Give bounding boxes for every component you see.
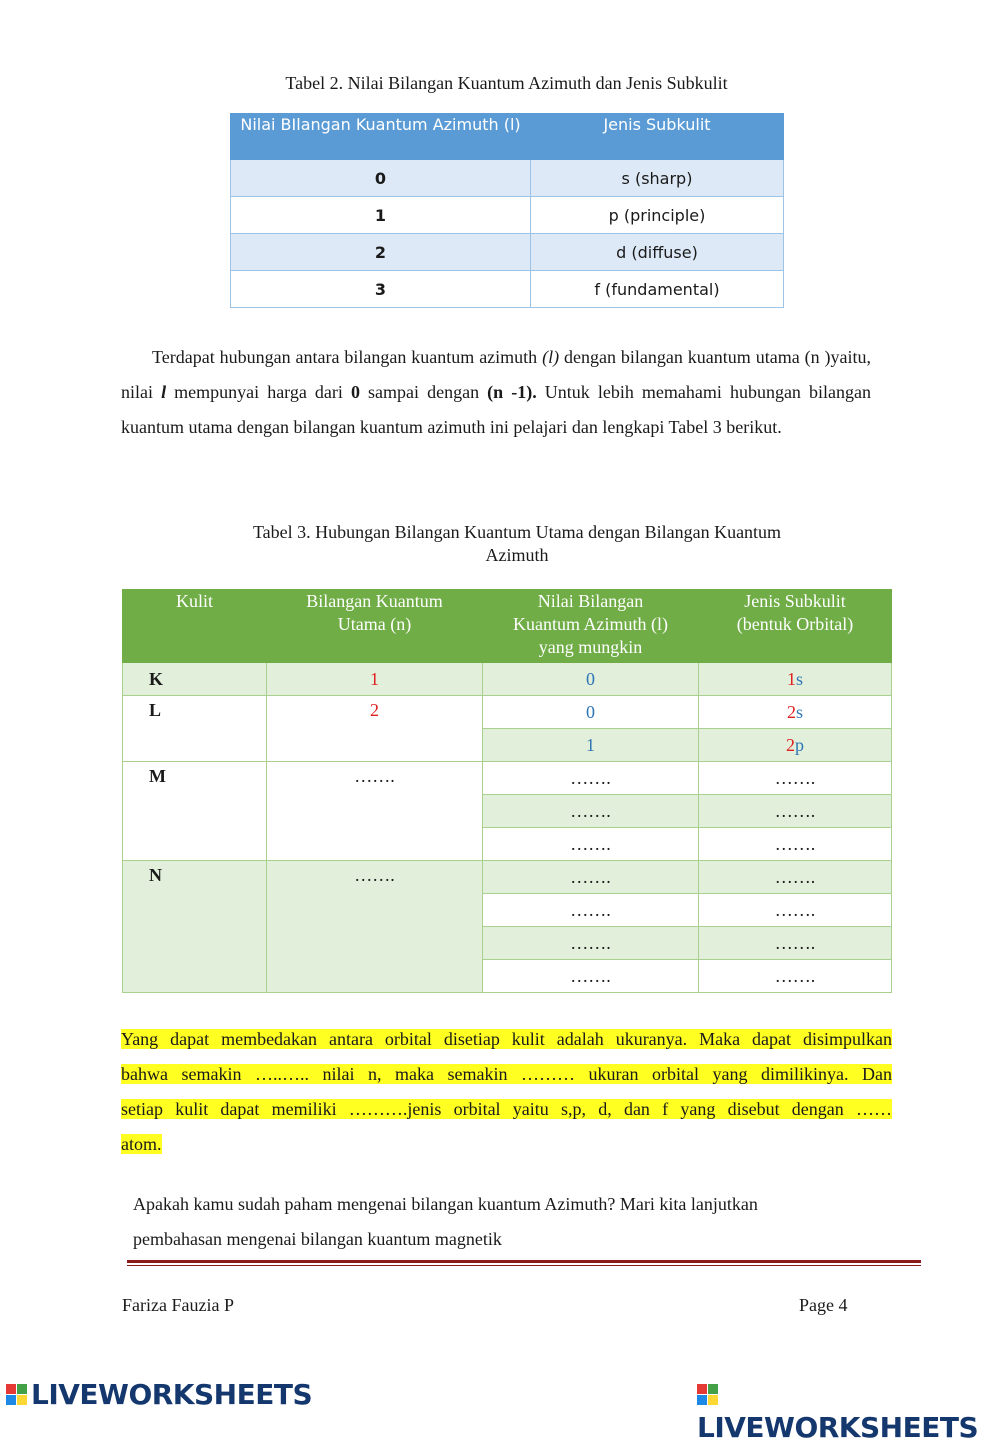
para-text: mempunyai harga dari <box>166 382 351 402</box>
table2-header-subshell: Jenis Subkulit <box>531 114 784 160</box>
footer-rule <box>127 1260 921 1263</box>
watermark-text: LIVEWORKSHEETS <box>31 1378 313 1411</box>
l-blank[interactable]: ……. <box>483 894 699 927</box>
l-value: 1 <box>483 729 699 762</box>
orbital-blank[interactable]: ……. <box>699 828 892 861</box>
para-text: sampai dengan <box>359 382 488 402</box>
table3 <box>122 589 892 993</box>
highlight-line: setiap kulit dapat memiliki ……….jenis orbital yaitu s,p, d, dan f yang disebut dengan …… <box>121 1099 892 1119</box>
orbital-blank[interactable]: ……. <box>699 960 892 993</box>
para-italic-l: (l) <box>542 347 560 367</box>
shell-m: M <box>123 762 267 861</box>
orbital-blank[interactable]: ……. <box>699 927 892 960</box>
l-blank[interactable]: ……. <box>483 795 699 828</box>
table-row <box>123 762 892 795</box>
n-blank[interactable]: ……. <box>267 762 483 861</box>
table3-caption-line: Azimuth <box>485 545 549 565</box>
table2-value: 1 <box>231 197 531 234</box>
shell-n: N <box>123 861 267 993</box>
watermark-right <box>697 1378 1000 1444</box>
table2-subshell: s (sharp) <box>531 160 784 197</box>
footer-author: Fariza Fauzia P <box>122 1295 234 1315</box>
table2-subshell: d (diffuse) <box>531 234 784 271</box>
table3-header-kulit: Kulit <box>123 590 267 663</box>
footer-rule-thin <box>127 1265 921 1266</box>
n-value: 2 <box>267 696 483 762</box>
orbital-blank[interactable]: ……. <box>699 894 892 927</box>
closing-line: pembahasan mengenai bilangan kuantum magnetik <box>133 1229 502 1249</box>
table2-value: 3 <box>231 271 531 308</box>
table3-header-subshell: Jenis Subkulit (bentuk Orbital) <box>699 590 892 663</box>
orbital-blank[interactable]: ……. <box>699 795 892 828</box>
table2-header-value: Nilai BIlangan Kuantum Azimuth (l) <box>231 114 531 160</box>
orbital: 2p <box>699 729 892 762</box>
l-blank[interactable]: ……. <box>483 861 699 894</box>
watermark-text: LIVEWORKSHEETS <box>697 1411 979 1444</box>
l-blank[interactable]: ……. <box>483 960 699 993</box>
closing-line: Apakah kamu sudah paham mengenai bilangan kuantum Azimuth? Mari kita lanjutkan <box>133 1194 758 1214</box>
liveworksheets-logo-icon <box>697 1384 719 1406</box>
para-text: Untuk lebih memahami hubungan bilangan kuantum utama dengan bilangan kuantum azimuth ini pelajari dan lengkapi Tabel 3 berikut. <box>121 382 871 437</box>
highlight-conclusion <box>121 1022 892 1162</box>
orbital: 2s <box>699 696 892 729</box>
shell-k: K <box>123 663 267 696</box>
footer-page: Page 4 <box>799 1295 848 1315</box>
liveworksheets-logo-icon <box>6 1384 28 1406</box>
table-row <box>123 696 892 729</box>
table2-caption: Tabel 2. Nilai Bilangan Kuantum Azimuth dan Jenis Subkulit <box>285 73 728 93</box>
table2-subshell: f (fundamental) <box>531 271 784 308</box>
table-row <box>231 234 784 271</box>
orbital: 1s <box>699 663 892 696</box>
table3-header-n: Bilangan Kuantum Utama (n) <box>267 590 483 663</box>
table-row <box>123 663 892 696</box>
table3-header-l: Nilai Bilangan Kuantum Azimuth (l) yang mungkin <box>483 590 699 663</box>
table-row <box>123 861 892 894</box>
n-value: 1 <box>267 663 483 696</box>
highlight-line: atom. <box>121 1134 162 1154</box>
highlight-line: bahwa semakin …..….. nilai n, maka semakin ……… ukuran orbital yang dimilikinya. Dan <box>121 1064 892 1084</box>
para-text: Terdapat hubungan antara bilangan kuantum azimuth <box>152 347 543 367</box>
watermark-left <box>6 1378 312 1411</box>
para-bold-zero: 0 <box>350 382 360 402</box>
table-row <box>231 197 784 234</box>
l-blank[interactable]: ……. <box>483 762 699 795</box>
table2-subshell: p (principle) <box>531 197 784 234</box>
table3-caption-line: Tabel 3. Hubungan Bilangan Kuantum Utama dengan Bilangan Kuantum <box>252 522 782 542</box>
para-bold-n-minus-1: (n -1). <box>487 382 537 402</box>
l-value: 0 <box>483 663 699 696</box>
highlight-line: Yang dapat membedakan antara orbital disetiap kulit adalah ukuranya. Maka dapat disimpulkan <box>121 1029 892 1049</box>
table3-caption <box>122 521 912 567</box>
table2 <box>230 113 784 308</box>
orbital-blank[interactable]: ……. <box>699 762 892 795</box>
para-text: dengan bilangan kuantum utama (n )yaitu, nilai <box>121 347 871 402</box>
l-blank[interactable]: ……. <box>483 927 699 960</box>
l-value: 0 <box>483 696 699 729</box>
para-bold-l: l <box>161 382 167 402</box>
l-blank[interactable]: ……. <box>483 828 699 861</box>
orbital-blank[interactable]: ……. <box>699 861 892 894</box>
table2-value: 0 <box>231 160 531 197</box>
table-row <box>231 160 784 197</box>
table-row <box>231 271 784 308</box>
closing-text <box>133 1187 893 1257</box>
table2-value: 2 <box>231 234 531 271</box>
paragraph-intro <box>121 340 871 445</box>
shell-l: L <box>123 696 267 762</box>
n-blank[interactable]: ……. <box>267 861 483 993</box>
